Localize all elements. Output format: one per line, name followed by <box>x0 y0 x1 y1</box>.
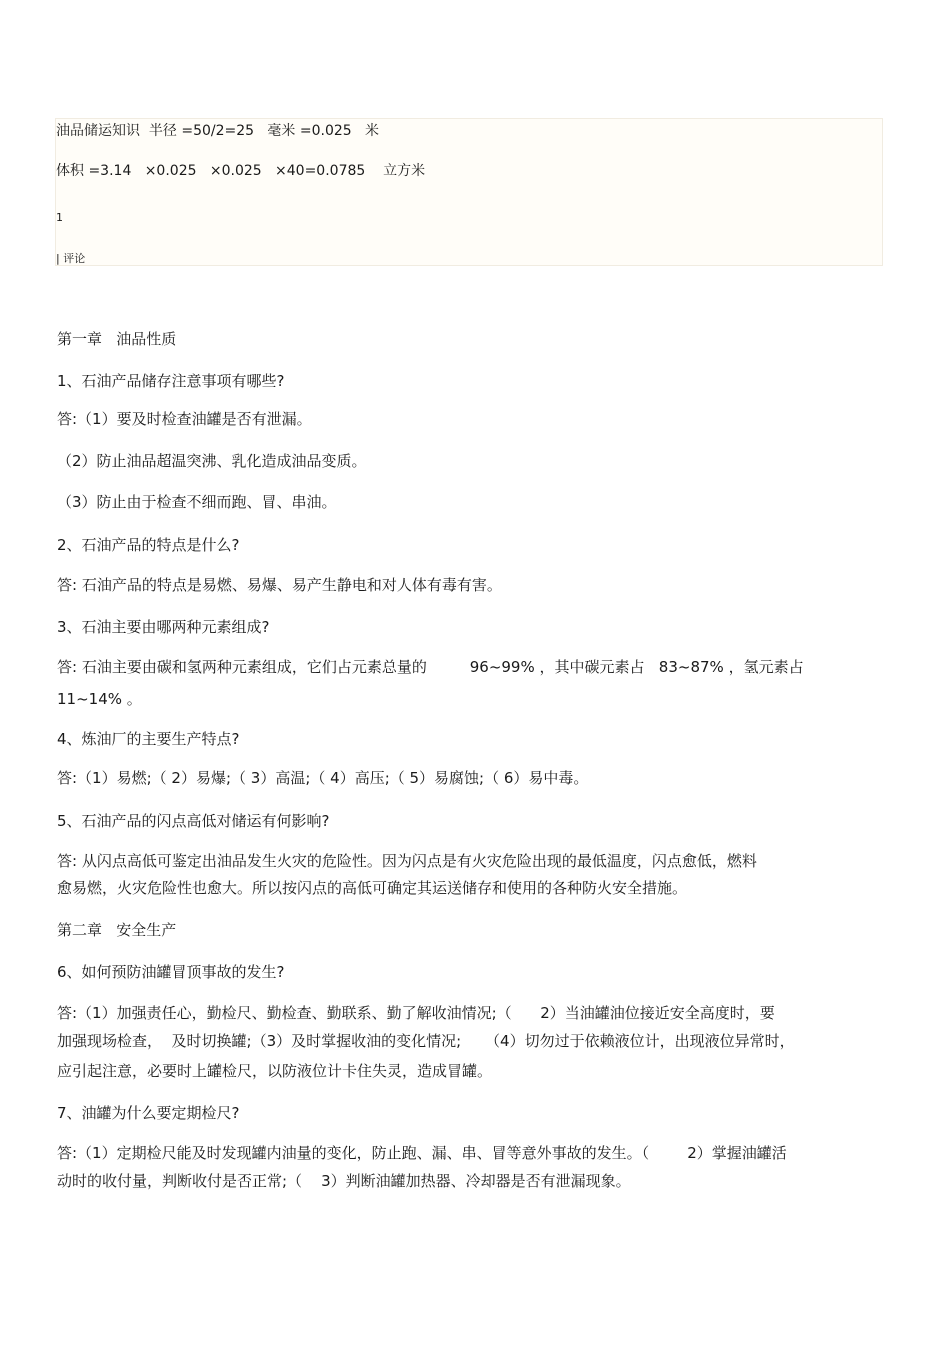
answer: （3）防止由于检查不细而跑、冒、串油。 <box>57 493 337 511</box>
chapter-heading: 第二章 安全生产 <box>57 921 177 939</box>
header-box <box>55 118 883 266</box>
answer-continued: 11~14% 。 <box>57 690 142 708</box>
answer: 答: 石油主要由碳和氢两种元素组成，它们占元素总量的 96~99% ，其中碳元素占 83~87% ，氢元素占 <box>57 658 804 676</box>
answer: 答:（1）加强责任心，勤检尺、勤检查、勤联系、勤了解收油情况;（ 2）当油罐油位接近安全高度时，要 <box>57 1004 775 1022</box>
answer: 答:（1）易燃;（ 2）易爆;（ 3）高温;（ 4）高压;（ 5）易腐蚀;（ 6）易中毒。 <box>57 769 589 787</box>
header-formula-radius: 油品储运知识 半径 =50/2=25 毫米 =0.025 米 <box>56 123 380 139</box>
question: 6、如何预防油罐冒顶事故的发生? <box>57 963 285 981</box>
header-formula-volume: 体积 =3.14 ×0.025 ×0.025 ×40=0.0785 立方米 <box>56 163 426 179</box>
answer: 答:（1）定期检尺能及时发现罐内油量的变化，防止跑、漏、串、冒等意外事故的发生。（ 2）掌握油罐活 <box>57 1144 787 1162</box>
answer: 答: 从闪点高低可鉴定出油品发生火灾的危险性。因为闪点是有火灾危险出现的最低温度，闪点愈低，燃料 <box>57 852 757 870</box>
question: 5、石油产品的闪点高低对储运有何影响? <box>57 812 330 830</box>
comment-count: 1 <box>56 211 63 224</box>
answer: （2）防止油品超温突沸、乳化造成油品变质。 <box>57 452 367 470</box>
question: 7、油罐为什么要定期检尺? <box>57 1104 240 1122</box>
comment-link[interactable]: | 评论 <box>56 252 86 265</box>
answer: 答:（1）要及时检查油罐是否有泄漏。 <box>57 410 312 428</box>
chapter-heading: 第一章 油品性质 <box>57 330 177 348</box>
answer-continued: 愈易燃，火灾危险性也愈大。所以按闪点的高低可确定其运送储存和使用的各种防火安全措施。 <box>57 879 688 897</box>
question: 4、炼油厂的主要生产特点? <box>57 730 240 748</box>
answer-continued: 应引起注意，必要时上罐检尺，以防液位计卡住失灵，造成冒罐。 <box>57 1062 493 1080</box>
answer-continued: 加强现场检查， 及时切换罐;（3）及时掌握收油的变化情况; （4）切勿过于依赖液位计，出现液位异常时， <box>57 1032 795 1050</box>
question: 2、石油产品的特点是什么? <box>57 536 240 554</box>
answer: 答: 石油产品的特点是易燃、易爆、易产生静电和对人体有毒有害。 <box>57 576 502 594</box>
question: 1、石油产品储存注意事项有哪些? <box>57 372 285 390</box>
question: 3、石油主要由哪两种元素组成? <box>57 618 270 636</box>
answer-continued: 动时的收付量，判断收付是否正常;（ 3）判断油罐加热器、冷却器是否有泄漏现象。 <box>57 1172 631 1190</box>
